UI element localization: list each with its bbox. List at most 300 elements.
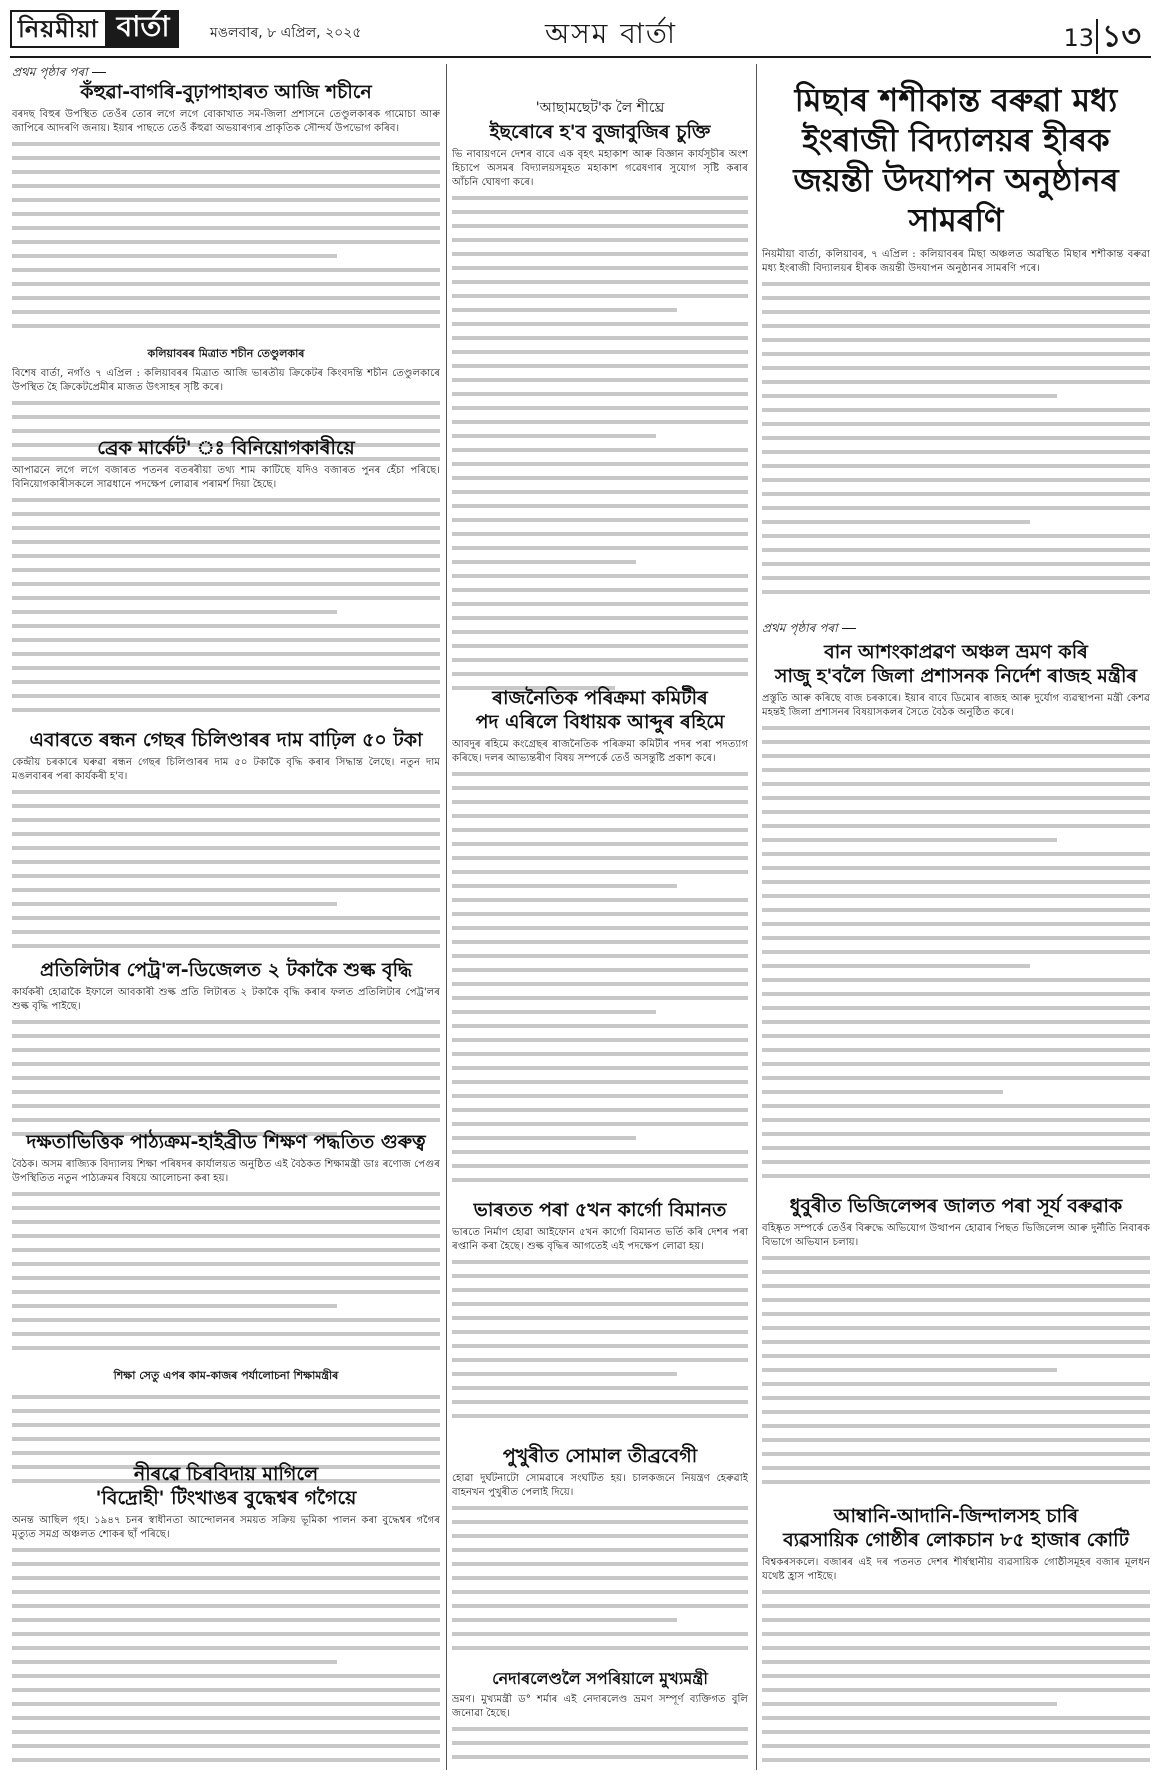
text-line [12, 1042, 440, 1056]
text-line [762, 402, 1150, 416]
text-line [12, 840, 440, 854]
text-line [12, 590, 440, 604]
text-line [452, 1380, 748, 1394]
text-line [452, 372, 748, 386]
text-line [762, 1682, 1150, 1696]
article-political [452, 686, 748, 1196]
text-line [12, 646, 440, 660]
logo-part-b: বাৰ্তা [107, 10, 180, 48]
text-line [12, 1696, 440, 1710]
text-line [452, 766, 748, 780]
text-line [452, 204, 748, 218]
text-line [762, 416, 1150, 430]
body-abhiyan-lead: ভি নাবায়ণনে দেশৰ বাবে এক বৃহৎ মহাকাশ আৰু বিজ্ঞান কাৰ্যসূচীৰ অংশ হিচাপে অসমৰ বিদ্যালয়সমূহত মহাকাশ গৱেষণাৰ সুযোগ সৃষ্টি কৰাৰ আঁচনি ঘোষণা কৰে। [452, 149, 748, 188]
text-line [762, 1168, 1150, 1182]
text-line [452, 302, 677, 316]
text-line [452, 1004, 656, 1018]
text-line [12, 1738, 440, 1752]
article-mishar [762, 80, 1150, 604]
text-line [452, 1514, 748, 1528]
text-line [762, 1432, 1150, 1446]
masthead [10, 8, 1151, 54]
headline-nirobe-1: নীৰৱে চিৰবিদায় মাগিলে [133, 1463, 319, 1485]
body-kohua-text [12, 136, 440, 342]
text-line [12, 854, 440, 868]
text-line [762, 1278, 1150, 1292]
article-baan [762, 640, 1150, 1186]
headline-pukhuri: পুখুৰীত সোমাল তীব্ৰবেগী [502, 1445, 698, 1467]
text-line [12, 492, 440, 506]
text-line [452, 428, 656, 442]
text-line [12, 1389, 440, 1403]
text-line [762, 1640, 1150, 1654]
text-line [12, 1298, 337, 1312]
body-adani-text [762, 1584, 1150, 1770]
headline-bharot: ভাৰতত পৰা ৫খন কাৰ্গো বিমানত [473, 1199, 727, 1221]
article-gas [12, 728, 440, 964]
column-divider-1 [446, 64, 447, 1770]
text-line [452, 358, 748, 372]
text-line [12, 562, 440, 576]
headline-skill: দক্ষতাভিত্তিক পাঠ্যক্ৰম-হাইব্ৰীড শিক্ষণ পদ্ধতিত গুৰুত্ব [26, 1131, 426, 1153]
text-line [12, 1098, 440, 1112]
text-line [762, 1460, 1150, 1474]
text-line [762, 1390, 1150, 1404]
body-gas-lead: কেন্দ্ৰীয় চৰকাৰে ঘৰুৱা ৰন্ধন গেছৰ চিলিণ্ডাৰৰ দাম ৫০ টকাকৈ বৃদ্ধি কৰাৰ সিদ্ধান্ত লৈছে। নতুন দাম মঙলবাৰৰ পৰা কাৰ্যকৰী হ'ব। [12, 757, 440, 782]
text-line [762, 276, 1150, 290]
subhead-bishesh: কলিয়াবৰৰ মিত্ৰাত শচীন তেণ্ডুলকাৰ [147, 347, 305, 360]
text-line [452, 512, 748, 526]
text-line [452, 470, 748, 484]
text-line [452, 1735, 748, 1749]
text-line [762, 1724, 1150, 1738]
text-line [452, 878, 677, 892]
text-line [452, 1088, 748, 1102]
text-line [12, 248, 337, 262]
text-line [762, 902, 1150, 916]
text-line [762, 1154, 1150, 1168]
text-line [762, 818, 1150, 832]
text-line [12, 164, 440, 178]
text-line [762, 374, 1150, 388]
text-line [12, 1570, 440, 1584]
body-baan-lead: প্ৰস্তুতি আৰু কৰিছে বাজ চৰকাৰে। ইয়াৰ বাবে ডিমোৰ ৰাজহ আৰু দুৰ্যোগ ব্যৱস্থাপনা মন্ত্ৰী কেশৱ মহন্তই জিলা প্ৰশাসনৰ বিষয়াসকলৰ সৈতে বৈঠক অনুষ্ঠিত কৰে। [762, 693, 1150, 718]
text-line [452, 780, 748, 794]
text-line [12, 632, 440, 646]
text-line [12, 220, 440, 234]
text-line [762, 1404, 1150, 1418]
text-line [452, 400, 748, 414]
body-kohua-lead: বৰদছ বিহুৰ উপস্থিত তেওঁৰ তোৰ লগে লগে বোকাখাত সম-জিলা প্ৰশাসনে তেণ্ডুলকাৰক গামোচা আৰু জাপিৰে আদৰণি জনায়। ইয়াৰ পাছতে তেওঁ কঁহুৱা অভয়াৰণ্যৰ প্ৰাকৃতিক সৌন্দৰ্য উপভোগ কৰিব। [12, 109, 440, 134]
text-line [452, 526, 748, 540]
text-line [12, 150, 440, 164]
body-neth-lead: ভ্ৰমণ। মুখ্যমন্ত্ৰী ড° শৰ্মাৰ এই নেদাৰলেণ্ড ভ্ৰমণ সম্পূৰ্ণ ব্যক্তিগত বুলি জনোৱা হৈছে। [452, 1694, 748, 1719]
text-line [12, 1228, 440, 1242]
text-line [452, 1570, 748, 1584]
text-line [762, 1752, 1150, 1766]
text-line [12, 1084, 440, 1098]
text-line [452, 624, 748, 638]
text-line [452, 540, 748, 554]
text-line [762, 1598, 1150, 1612]
text-line [762, 860, 1150, 874]
kicker-abhiyan: 'আছামছেট'ক লৈ শীঘ্ৰে [535, 100, 665, 116]
text-line [452, 330, 748, 344]
text-line [762, 944, 1150, 958]
text-line [762, 1584, 1150, 1598]
text-line [12, 1326, 440, 1340]
body-petrol-text [12, 1014, 440, 1144]
text-line [12, 1556, 440, 1570]
text-line [452, 1542, 748, 1556]
body-skill-lead: বৈঠক। অসম ৰাজ্যিক বিদ্যালয় শিক্ষা পৰিষদৰ কাৰ্যালয়ত অনুষ্ঠিত এই বৈঠকত শিক্ষামন্ত্ৰী ডাঃ ৰণোজ পেগুৰ উপস্থিতিত নতুন পাঠ্যক্ৰমৰ বিষয়ে আলোচনা কৰা হয়। [12, 1159, 440, 1184]
text-line [12, 896, 337, 910]
body-bharot-lead: ভাৰতে নিৰ্মাণ হোৱা আইফোন ৫খন কাৰ্গো বিমানত ভৰ্তি কৰি দেশৰ পৰা ৰপ্তানি কৰা হৈছে। শুল্ক বৃদ্ধিৰ আগতেই এই পদক্ষেপ লোৱা হয়। [452, 1227, 748, 1252]
headline-political-2: পদ এৰিলে বিধায়ক আব্দুৰ ৰহিমে [475, 711, 725, 733]
text-line [452, 218, 748, 232]
text-line [12, 688, 440, 702]
text-line [452, 1254, 748, 1268]
text-line [452, 344, 748, 358]
text-line [452, 1640, 748, 1654]
text-line [452, 260, 748, 274]
text-line [762, 790, 1150, 804]
text-line [452, 414, 748, 428]
text-line [762, 1376, 1150, 1390]
body-gas-text [12, 784, 440, 964]
text-line [452, 1172, 748, 1186]
text-line [12, 1242, 440, 1256]
body-baan-text [762, 720, 1150, 1186]
text-line [762, 1098, 1150, 1112]
text-line [452, 288, 748, 302]
text-line [762, 1738, 1150, 1752]
text-line [12, 1270, 440, 1284]
text-line [12, 576, 440, 590]
text-line [452, 1721, 748, 1735]
text-line [762, 570, 1150, 584]
text-line [762, 1696, 1057, 1710]
text-line [12, 178, 440, 192]
text-line [762, 388, 1057, 402]
text-line [12, 1668, 440, 1682]
text-line [12, 660, 440, 674]
text-line [12, 1626, 440, 1640]
text-line [762, 762, 1150, 776]
text-line [762, 584, 1150, 598]
text-line [452, 1074, 748, 1088]
text-line [452, 484, 748, 498]
text-line [762, 1418, 1150, 1432]
text-line [452, 962, 748, 976]
text-line [452, 1528, 748, 1542]
body-bishesh-lead: বিশেষ বাৰ্তা, নগাঁও ৭ এপ্ৰিল : কলিয়াবৰৰ মিত্ৰাত আজি ভাৰতীয় ক্ৰিকেটৰ কিংবদন্তি শচীন তেণ্ডুলকাৰে উপস্থিত হৈ ক্ৰিকেটপ্ৰেমীৰ মাজত উৎসাহৰ সৃষ্টি কৰে। [12, 368, 440, 393]
article-break [12, 436, 440, 728]
text-line [12, 1431, 440, 1445]
text-line [12, 520, 440, 534]
text-line [12, 882, 440, 896]
text-line [452, 596, 748, 610]
text-line [12, 826, 440, 840]
text-line [12, 1200, 440, 1214]
article-skill [12, 1130, 440, 1487]
body-abhiyan-text [452, 190, 748, 706]
section-title: অসম বাৰ্তা [545, 17, 678, 50]
text-line [12, 938, 440, 952]
text-line [12, 1654, 337, 1668]
text-line [762, 1654, 1150, 1668]
text-line [12, 798, 440, 812]
text-line [12, 395, 440, 409]
continued-tag-left: প্ৰথম পৃষ্ঠাৰ পৰা [12, 64, 106, 84]
text-line [762, 500, 1150, 514]
text-line [762, 1446, 1150, 1460]
headline-baan-1: বান আশংকাপ্ৰৱণ অঞ্চল ভ্ৰমণ কৰি [824, 641, 1088, 663]
text-line [762, 930, 1150, 944]
text-line [12, 1445, 440, 1459]
text-line [12, 1640, 440, 1654]
body-political-lead: আবদুৰ ৰহিমে কংগ্ৰেছৰ ৰাজনৈতিক পৰিক্ৰমা কমিটীৰ পদৰ পৰা পদত্যাগ কৰিছে। দলৰ আভ্যন্তৰীণ বিষয় সম্পৰ্কে তেওঁ অসন্তুষ্টি প্ৰকাশ কৰে। [452, 739, 748, 764]
body-neth-text [452, 1721, 748, 1763]
text-line [12, 192, 440, 206]
body-break-text [12, 492, 440, 728]
text-line [12, 534, 440, 548]
text-line [452, 1500, 748, 1514]
text-line [12, 1584, 440, 1598]
headline-nirobe-2: 'বিদ্ৰোহী' টিংখাঙৰ বুদ্ধেশ্বৰ গগৈয়ে [95, 1487, 357, 1509]
text-line [12, 409, 440, 423]
text-line [762, 360, 1150, 374]
text-line [762, 1612, 1150, 1626]
text-line [12, 812, 440, 826]
text-line [762, 1250, 1150, 1264]
body-nirobe-lead: অনন্ত আছিল গৃহ। ১৯৪৭ চনৰ স্বাধীনতা আন্দোলনৰ সময়ত সক্ৰিয় ভূমিকা পালন কৰা বুদ্ধেশ্বৰ গগৈৰ মৃত্যুত সমগ্ৰ অঞ্চলত শোকৰ ছাঁ পৰিছে। [12, 1515, 440, 1540]
headline-neth: নেদাৰলেণ্ডলৈ সপৰিয়ালে মুখ্যমন্ত্ৰী [492, 1669, 708, 1688]
headline-abhiyan: ইছৰোৰে হ'ব বুজাবুজিৰ চুক্তি [489, 121, 711, 143]
text-line [12, 910, 440, 924]
text-line [12, 136, 440, 150]
text-line [762, 1264, 1150, 1278]
text-line [452, 1018, 748, 1032]
text-line [12, 262, 440, 276]
text-line [452, 1158, 748, 1172]
text-line [762, 958, 1030, 972]
subhead-skill: শিক্ষা সেতু এপৰ কাম-কাজৰ পৰ্যালোচনা শিক্ষামন্ত্ৰীৰ [113, 1369, 339, 1382]
text-line [452, 1102, 748, 1116]
text-line [452, 906, 748, 920]
text-line [452, 1324, 748, 1338]
text-line [762, 346, 1150, 360]
text-line [452, 1046, 748, 1060]
text-line [762, 874, 1150, 888]
text-line [452, 1352, 748, 1366]
body-break-lead: আপাৱনে লগে লগে বজাৰত পতনৰ বতৰৰীয়া তথ্য শাম কাটিছে যদিও বজাৰত পুনৰ হেঁচা পৰিছে। বিনিয়োগকাৰীসকলে সাৱধানে পদক্ষেপ লোৱাৰ পৰামৰ্শ দিয়া হৈছে। [12, 465, 440, 490]
text-line [762, 832, 1057, 846]
text-line [452, 638, 748, 652]
body-adani-lead: বিশ্বকৰসকলে। বজাৰৰ এই দৰ পতনত দেশৰ শীৰ্ষস্থানীয় ব্যৱসায়িক গোষ্ঠীসমূহৰ বজাৰ মূলধন যথেষ্ট হ্ৰাস পাইছে। [762, 1557, 1150, 1582]
text-line [12, 1752, 440, 1766]
article-dhubri [762, 1194, 1150, 1498]
text-line [762, 1474, 1150, 1488]
text-line [452, 1366, 677, 1380]
text-line [12, 1598, 440, 1612]
text-line [762, 430, 1150, 444]
text-line [452, 568, 748, 582]
text-line [762, 804, 1150, 818]
text-line [762, 888, 1150, 902]
text-line [762, 1348, 1150, 1362]
text-line [762, 458, 1150, 472]
text-line [12, 702, 440, 716]
headline-gas: এবাৰতে ৰন্ধন গেছৰ চিলিণ্ডাৰৰ দাম বাঢ়িল ৫০ টকা [29, 729, 423, 751]
text-line [762, 1070, 1150, 1084]
body-dhubri-lead: বহিষ্কৃত সম্পৰ্কে তেওঁৰ বিৰুদ্ধে অভিযোগ উত্থাপন হোৱাৰ পিছত ভিজিলেন্স আৰু দুৰ্নীতি নিবাৰক বিভাগে অভিযান চলায়। [762, 1223, 1150, 1248]
article-abhiyan [452, 96, 748, 706]
text-line [12, 1340, 440, 1354]
body-mishar-lead: নিয়মীয়া বাৰ্তা, কলিয়াবৰ, ৭ এপ্ৰিল : কলিয়াবৰৰ মিছা অঞ্চলত অৱস্থিত মিছাৰ শশীকান্ত বৰুৱা মধ্য ইংৰাজী বিদ্যালয়ৰ হীৰক জয়ন্তী উদযাপন অনুষ্ঠানৰ সামৰণি পৰে। [762, 249, 1150, 274]
text-line [12, 604, 337, 618]
text-line [762, 1042, 1150, 1056]
text-line [12, 1284, 440, 1298]
text-line [452, 1556, 748, 1570]
text-line [452, 948, 748, 962]
text-line [452, 850, 748, 864]
text-line [12, 1112, 440, 1126]
text-line [762, 1292, 1150, 1306]
text-line [452, 274, 748, 288]
headline-petrol: প্ৰতিলিটাৰ পেট্ৰ'ল-ডিজেলত ২ টকাকৈ শুল্ক বৃদ্ধি [40, 959, 412, 981]
text-line [452, 920, 748, 934]
text-line [452, 1268, 748, 1282]
headline-baan-2: সাজু হ'বলৈ জিলা প্ৰশাসনক নিৰ্দেশ ৰাজহ মন্ত্ৰীৰ [774, 665, 1138, 687]
text-line [12, 1028, 440, 1042]
text-line [762, 1126, 1150, 1140]
text-line [12, 234, 440, 248]
body-nirobe-text [12, 1542, 440, 1768]
text-line [12, 276, 440, 290]
text-line [452, 652, 748, 666]
article-pukhuri [452, 1444, 748, 1654]
masthead-rule [10, 56, 1151, 58]
text-line [762, 1710, 1150, 1724]
text-line [762, 1626, 1150, 1640]
text-line [762, 846, 1150, 860]
text-line [452, 1408, 748, 1422]
text-line [12, 1070, 440, 1084]
text-line [452, 1598, 748, 1612]
text-line [762, 1320, 1150, 1334]
text-line [762, 986, 1150, 1000]
text-line [452, 1060, 748, 1074]
text-line [452, 794, 748, 808]
text-line [12, 1403, 440, 1417]
text-line [762, 972, 1150, 986]
text-line [452, 456, 748, 470]
text-line [12, 1682, 440, 1696]
text-line [12, 1710, 440, 1724]
text-line [12, 1214, 440, 1228]
text-line [12, 618, 440, 632]
text-line [12, 924, 440, 938]
headline-political-1: ৰাজনৈতিক পৰিক্ৰমা কমিটীৰ [492, 687, 708, 709]
text-line [12, 1312, 440, 1326]
text-line [762, 444, 1150, 458]
text-line [12, 304, 440, 318]
text-line [452, 892, 748, 906]
text-line [452, 934, 748, 948]
text-line [452, 1116, 748, 1130]
text-line [12, 423, 440, 437]
text-line [452, 1282, 748, 1296]
text-line [452, 666, 748, 680]
text-line [452, 836, 748, 850]
text-line [762, 318, 1150, 332]
text-line [12, 318, 440, 332]
text-line [12, 784, 440, 798]
text-line [12, 1612, 440, 1626]
text-line [452, 498, 748, 512]
text-line [762, 916, 1150, 930]
text-line [762, 556, 1150, 570]
text-line [762, 1140, 1150, 1154]
text-line [12, 1256, 440, 1270]
text-line [452, 316, 748, 330]
body-political-text [452, 766, 748, 1196]
headline-kohua: কঁহুৱা-বাগৰি-বুঢ়াপাহাৰত আজি শচীনে [80, 81, 372, 103]
article-adani [762, 1504, 1150, 1770]
text-line [452, 582, 748, 596]
text-line [452, 1296, 748, 1310]
text-line [452, 976, 748, 990]
text-line [762, 514, 1030, 528]
article-bharot [452, 1198, 748, 1426]
text-line [762, 1306, 1150, 1320]
article-nirobe [12, 1462, 440, 1768]
text-line [762, 290, 1150, 304]
text-line [452, 246, 748, 260]
text-line [452, 1394, 748, 1408]
text-line [452, 1584, 748, 1598]
logo-part-a: নিয়মীয়া [10, 10, 107, 48]
text-line [12, 1186, 440, 1200]
text-line [12, 1056, 440, 1070]
text-line [762, 472, 1150, 486]
text-line [762, 1028, 1150, 1042]
text-line [762, 1112, 1150, 1126]
headline-break: ব্ৰেক মাৰ্কেট' ঃ বিনিয়োগকাৰীয়ে [97, 437, 355, 459]
headline-mishar: মিছাৰ শশীকান্ত বৰুৱা মধ্য ইংৰাজী বিদ্যালয়ৰ হীৰক জয়ন্তী উদযাপন অনুষ্ঠানৰ সামৰণি [793, 81, 1119, 239]
body-pukhuri-text [452, 1500, 748, 1654]
text-line [12, 1014, 440, 1028]
text-line [762, 332, 1150, 346]
text-line [762, 486, 1150, 500]
text-line [12, 1417, 440, 1431]
text-line [452, 1749, 748, 1763]
text-line [12, 1724, 440, 1738]
text-line [12, 1542, 440, 1556]
text-line [762, 720, 1150, 734]
text-line [762, 1334, 1150, 1348]
text-line [762, 776, 1150, 790]
body-petrol-lead: কাৰ্যকৰী হোৱাকৈ ইফালে আবকাৰী শুল্ক প্ৰতি লিটাৰত ২ টকাকৈ বৃদ্ধি কৰাৰ ফলত প্ৰতিলিটাৰ পেট্ৰ'লৰ শুল্ক বৃদ্ধি পাইছে। [12, 987, 440, 1012]
text-line [762, 1014, 1150, 1028]
text-line [452, 808, 748, 822]
text-line [762, 1084, 1003, 1098]
text-line [12, 548, 440, 562]
text-line [452, 1130, 636, 1144]
body-skill-text [12, 1186, 440, 1364]
body-mishar-text [762, 276, 1150, 604]
